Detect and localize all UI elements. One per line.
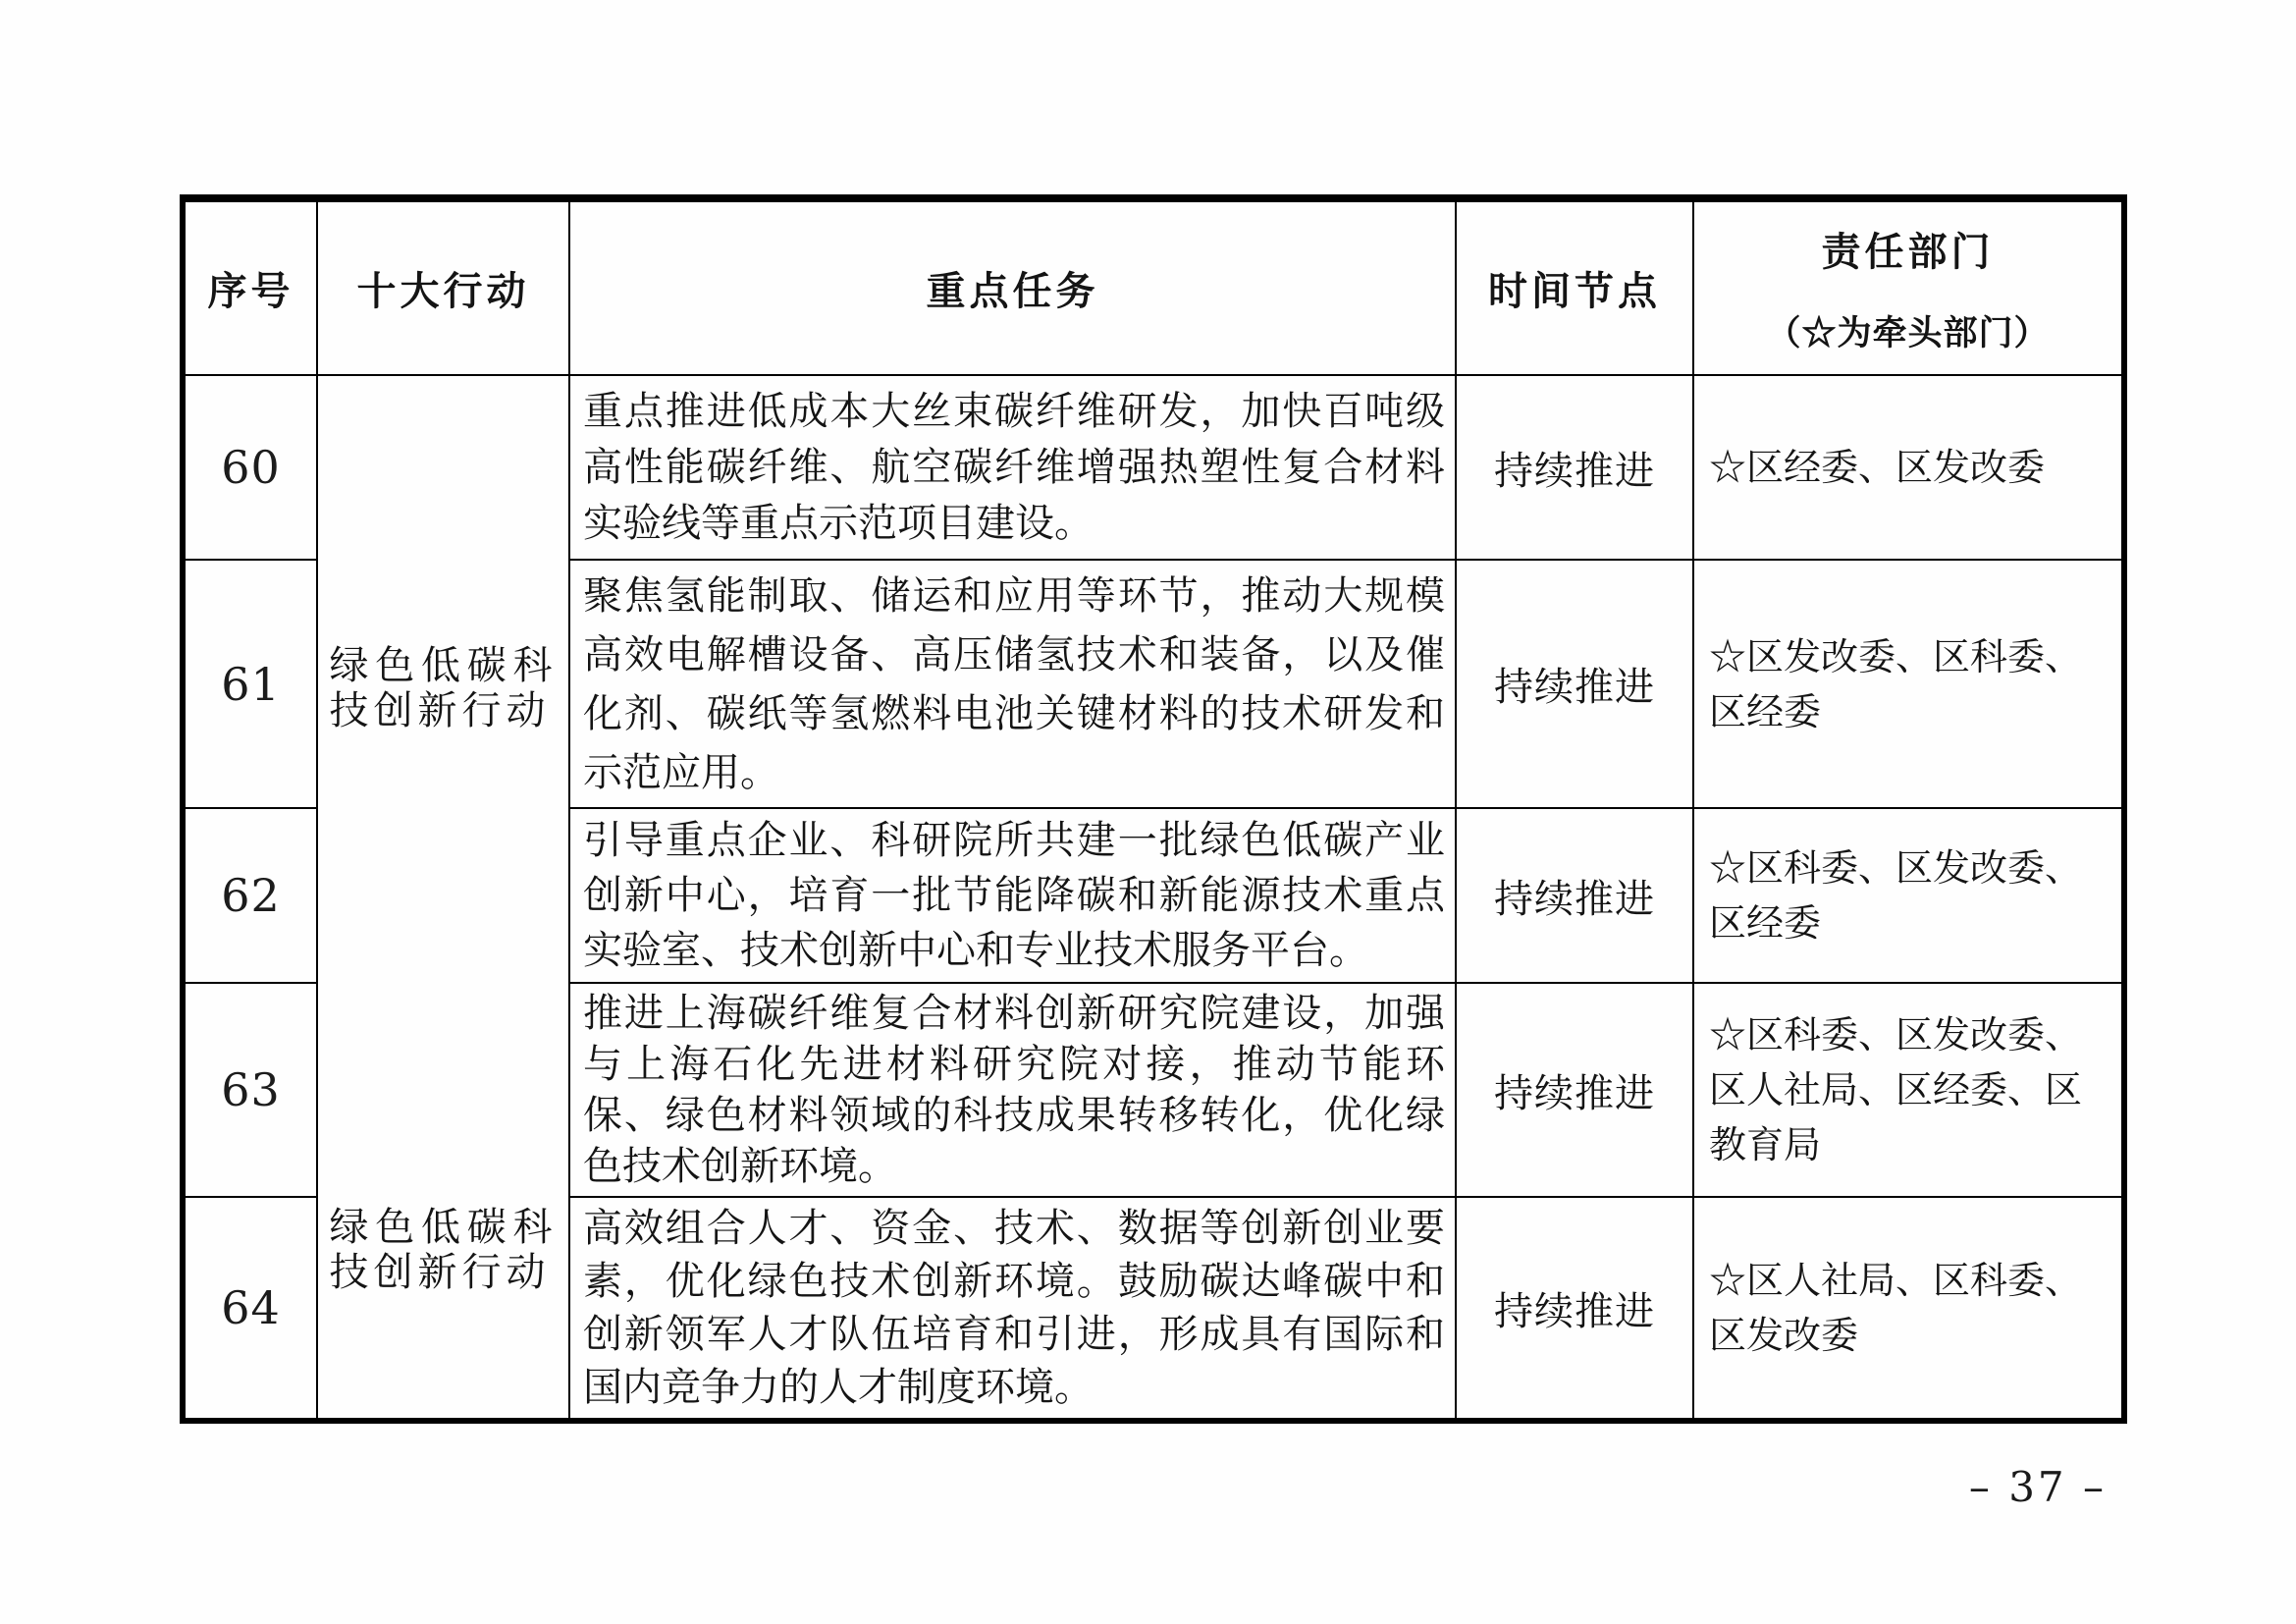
table-row-60 (183, 375, 2124, 560)
header-col-task: 重点任务 (569, 198, 1456, 375)
dept-cell: ☆区发改委、区科委、区经委 (1693, 560, 2124, 808)
header-col-action: 十大行动 (317, 198, 569, 375)
page-number: – 37 – (1968, 1463, 2107, 1511)
row-number-cell: 63 (183, 983, 317, 1197)
action-group-cell (317, 375, 569, 1421)
dept-cell: ☆区经委、区发改委 (1693, 375, 2124, 560)
header-dept-title: 责任部门 (1821, 229, 1995, 275)
row-number-cell: 61 (183, 560, 317, 808)
time-cell: 持续推进 (1456, 808, 1693, 983)
action-group-label: 绿色低碳科技创新行动 (329, 642, 558, 733)
action-group-label: 绿色低碳科技创新行动 (329, 1204, 558, 1295)
task-cell: 高效组合人才、资金、技术、数据等创新创业要素，优化绿色技术创新环境。鼓励碳达峰碳中和创新领军人才队伍培育和引进，形成具有国际和国内竞争力的人才制度环境。 (569, 1197, 1456, 1421)
dept-cell: ☆区科委、区发改委、区经委 (1693, 808, 2124, 983)
task-cell: 重点推进低成本大丝束碳纤维研发，加快百吨级高性能碳纤维、航空碳纤维增强热塑性复合材料实验线等重点示范项目建设。 (569, 375, 1456, 560)
task-cell: 引导重点企业、科研院所共建一批绿色低碳产业创新中心，培育一批节能降碳和新能源技术重点实验室、技术创新中心和专业技术服务平台。 (569, 808, 1456, 983)
header-col-dept (1693, 198, 2124, 375)
dept-cell: ☆区科委、区发改委、区人社局、区经委、区教育局 (1693, 983, 2124, 1197)
header-dept-note: （☆为牵头部门） (1766, 313, 2050, 353)
time-cell: 持续推进 (1456, 1197, 1693, 1421)
task-cell: 推进上海碳纤维复合材料创新研究院建设，加强与上海石化先进材料研究院对接，推动节能环保、绿色材料领域的科技成果转移转化，优化绿色技术创新环境。 (569, 983, 1456, 1197)
time-cell: 持续推进 (1456, 983, 1693, 1197)
dept-cell: ☆区人社局、区科委、区发改委 (1693, 1197, 2124, 1421)
task-cell: 聚焦氢能制取、储运和应用等环节，推动大规模高效电解槽设备、高压储氢技术和装备，以及催化剂、碳纸等氢燃料电池关键材料的技术研发和示范应用。 (569, 560, 1456, 808)
time-cell: 持续推进 (1456, 560, 1693, 808)
header-row (183, 198, 2124, 375)
header-col-time: 时间节点 (1456, 198, 1693, 375)
header-col-number: 序号 (183, 198, 317, 375)
action-plan-table (180, 194, 2127, 1424)
row-number-cell: 60 (183, 375, 317, 560)
row-number-cell: 62 (183, 808, 317, 983)
time-cell: 持续推进 (1456, 375, 1693, 560)
row-number-cell: 64 (183, 1197, 317, 1421)
